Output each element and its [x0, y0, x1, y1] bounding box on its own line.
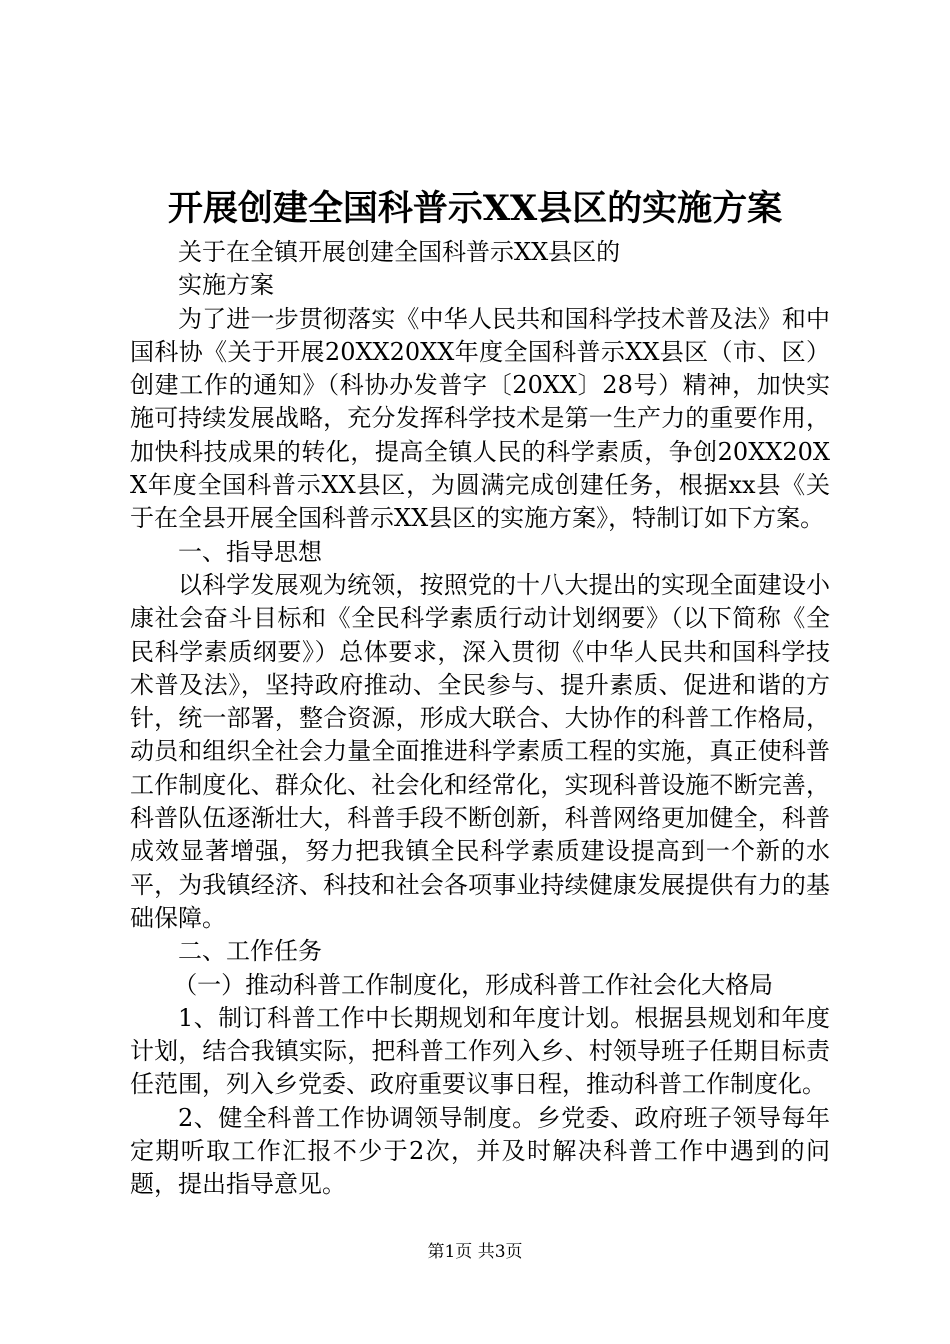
subsection-heading-1: （一）推动科普工作制度化，形成科普工作社会化大格局 [173, 970, 774, 999]
document-body [130, 236, 830, 1202]
section-heading-guiding-thought: 一、指导思想 [178, 537, 322, 566]
document-title: 开展创建全国科普示XX县区的实施方案 [167, 188, 783, 229]
page-footer: 第1页 共3页 [427, 1242, 523, 1262]
section-heading-tasks: 二、工作任务 [178, 937, 322, 966]
guiding-thought-paragraph: 以科学发展观为统领，按照党的十八大提出的实现全面建设小康社会奋斗目标和《全民科学素质行动计划纲要》（以下简称《全民科学素质纲要》）总体要求，深入贯彻《中华人民共和国科学技术普及法》，坚持政府推动、全民参与、提升素质、促进和谐的方针，统一部署，整合资源，形成大联合、大协作的科普工作格局，动员和组织全社会力量全面推进科学素质工程的实施，真正使科普工作制度化、群众化、社会化和经常化，实现科普设施不断完善，科普队伍逐渐壮大，科普手段不断创新，科普网络更加健全，科普成效显著增强，努力把我镇全民科学素质建设提高到一个新的水平，为我镇经济、科技和社会各项事业持续健康发展提供有力的基础保障。 [130, 570, 830, 932]
subtitle-line-1: 关于在全镇开展创建全国科普示XX县区的 [178, 238, 621, 266]
task-item-2: 2、健全科普工作协调领导制度。乡党委、政府班子领导每年定期听取工作汇报不少于2次，并及时解决科普工作中遇到的问题，提出指导意见。 [130, 1103, 830, 1199]
task-item-1: 1、制订科普工作中长期规划和年度计划。根据县规划和年度计划，结合我镇实际，把科普工作列入乡、村领导班子任期目标责任范围，列入乡党委、政府重要议事日程，推动科普工作制度化。 [130, 1003, 830, 1099]
subtitle-line-2: 实施方案 [178, 271, 274, 300]
intro-paragraph: 为了进一步贯彻落实《中华人民共和国科学技术普及法》和中国科协《关于开展20XX20XX年度全国科普示XX县区（市、区）创建工作的通知》（科协办发普字〔20XX〕28号）精神，加快实施可持续发展战略，充分发挥科学技术是第一生产力的重要作用，加快科技成果的转化，提高全镇人民的科学素质，争创20XX20XX年度全国科普示XX县区，为圆满完成创建任务，根据xx县《关于在全县开展全国科普示XX县区的实施方案》，特制订如下方案。 [130, 304, 830, 533]
